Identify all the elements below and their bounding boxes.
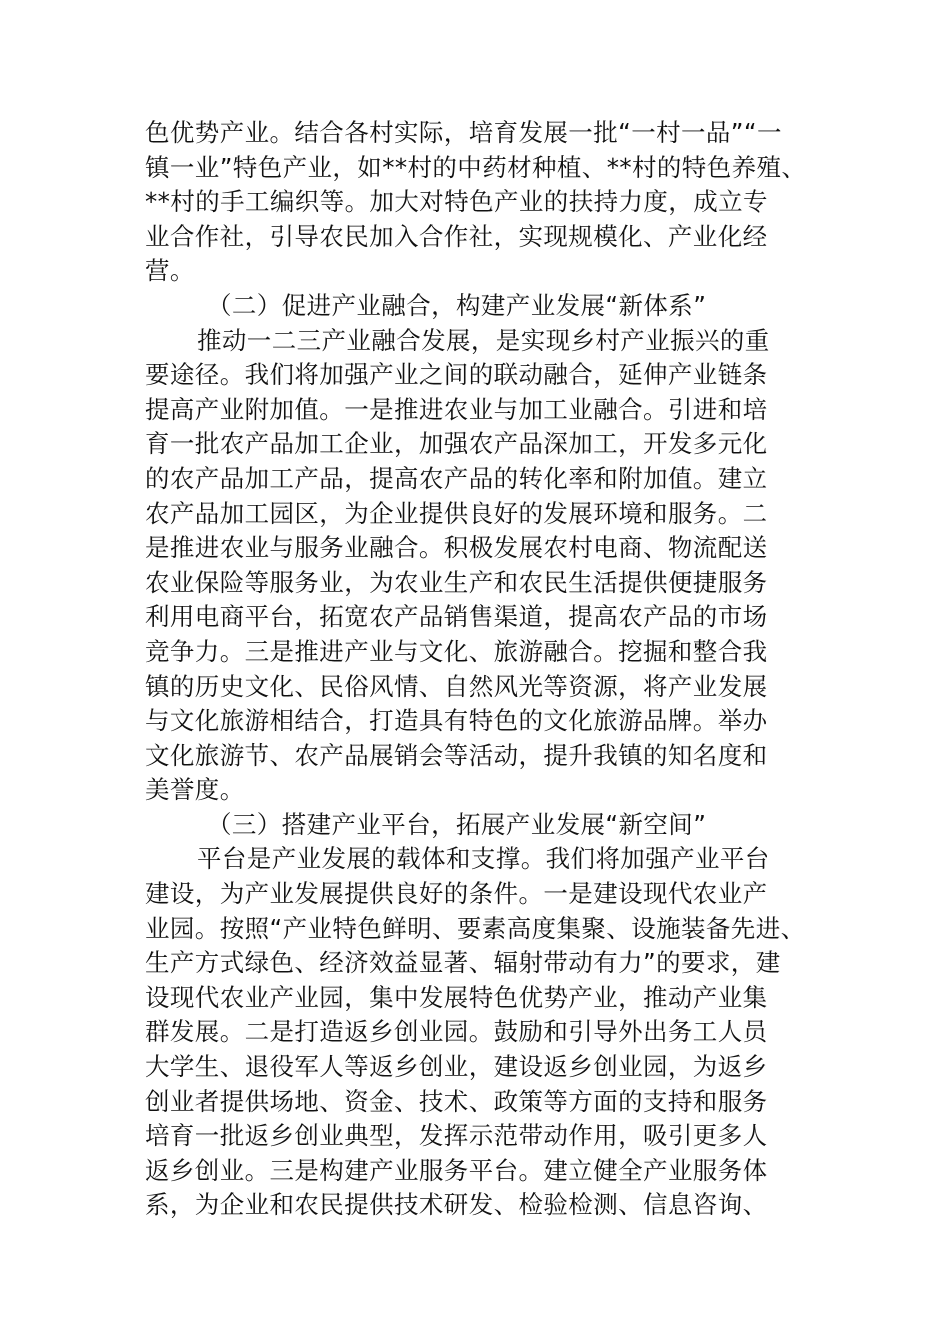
paragraph-line: 的农产品加工产品，提高农产品的转化率和附加值。建立 [145,463,768,493]
section-heading: （三）搭建产业平台，拓展产业发展“新空间” [207,809,707,839]
paragraph-line: 返乡创业。三是构建产业服务平台。建立健全产业服务体 [145,1155,768,1185]
paragraph-line: 生产方式绿色、经济效益显著、辐射带动有力”的要求，建 [145,948,781,978]
paragraph-line: 系，为企业和农民提供技术研发、检验检测、信息咨询、 [145,1190,768,1220]
paragraph-line: 文化旅游节、农产品展销会等活动，提升我镇的知名度和 [145,740,768,770]
paragraph-line: 竞争力。三是推进产业与文化、旅游融合。挖掘和整合我 [145,636,768,666]
paragraph-line: 是推进农业与服务业融合。积极发展农村电商、物流配送 [145,533,768,563]
paragraph-line: 业合作社，引导农民加入合作社，实现规模化、产业化经 [145,221,768,251]
paragraph-line: 镇的历史文化、民俗风情、自然风光等资源，将产业发展 [145,671,768,701]
paragraph-line: 培育一批返乡创业典型，发挥示范带动作用，吸引更多人 [145,1121,768,1151]
paragraph-line: 建设，为产业发展提供良好的条件。一是建设现代农业产 [145,879,768,909]
paragraph-line: 业园。按照“产业特色鲜明、要素高度集聚、设施装备先进、 [145,913,806,943]
paragraph-line: 设现代农业产业园，集中发展特色优势产业，推动产业集 [145,982,768,1012]
paragraph-line: 提高产业附加值。一是推进农业与加工业融合。引进和培 [145,394,768,424]
paragraph-first-line: 推动一二三产业融合发展，是实现乡村产业振兴的重 [197,325,770,355]
paragraph-first-line: 平台是产业发展的载体和支撑。我们将加强产业平台 [197,844,770,874]
paragraph-line: 农产品加工园区，为企业提供良好的发展环境和服务。二 [145,498,768,528]
paragraph-line: 大学生、退役军人等返乡创业，建设返乡创业园，为返乡 [145,1052,768,1082]
paragraph-line: 美誉度。 [145,775,245,805]
paragraph-line: 镇一业”特色产业，如**村的中药材种植、**村的特色养殖、 [145,152,807,182]
paragraph-line: **村的手工编织等。加大对特色产业的扶持力度，成立专 [145,187,768,217]
document-body [145,116,825,1223]
paragraph-line: 农业保险等服务业，为农业生产和农民生活提供便捷服务 [145,567,768,597]
paragraph-line: 育一批农产品加工企业，加强农产品深加工，开发多元化 [145,429,768,459]
paragraph-line: 创业者提供场地、资金、技术、政策等方面的支持和服务 [145,1086,768,1116]
section-heading: （二）促进产业融合，构建产业发展“新体系” [207,290,707,320]
paragraph-line: 色优势产业。结合各村实际，培育发展一批“一村一品”“一 [145,118,782,147]
paragraph-line: 群发展。二是打造返乡创业园。鼓励和引导外出务工人员 [145,1017,768,1047]
paragraph-line: 营。 [145,256,195,286]
paragraph-line: 利用电商平台，拓宽农产品销售渠道，提高农产品的市场 [145,602,768,632]
paragraph-line: 与文化旅游相结合，打造具有特色的文化旅游品牌。举办 [145,706,768,736]
paragraph-line: 要途径。我们将加强产业之间的联动融合，延伸产业链条 [145,360,768,390]
